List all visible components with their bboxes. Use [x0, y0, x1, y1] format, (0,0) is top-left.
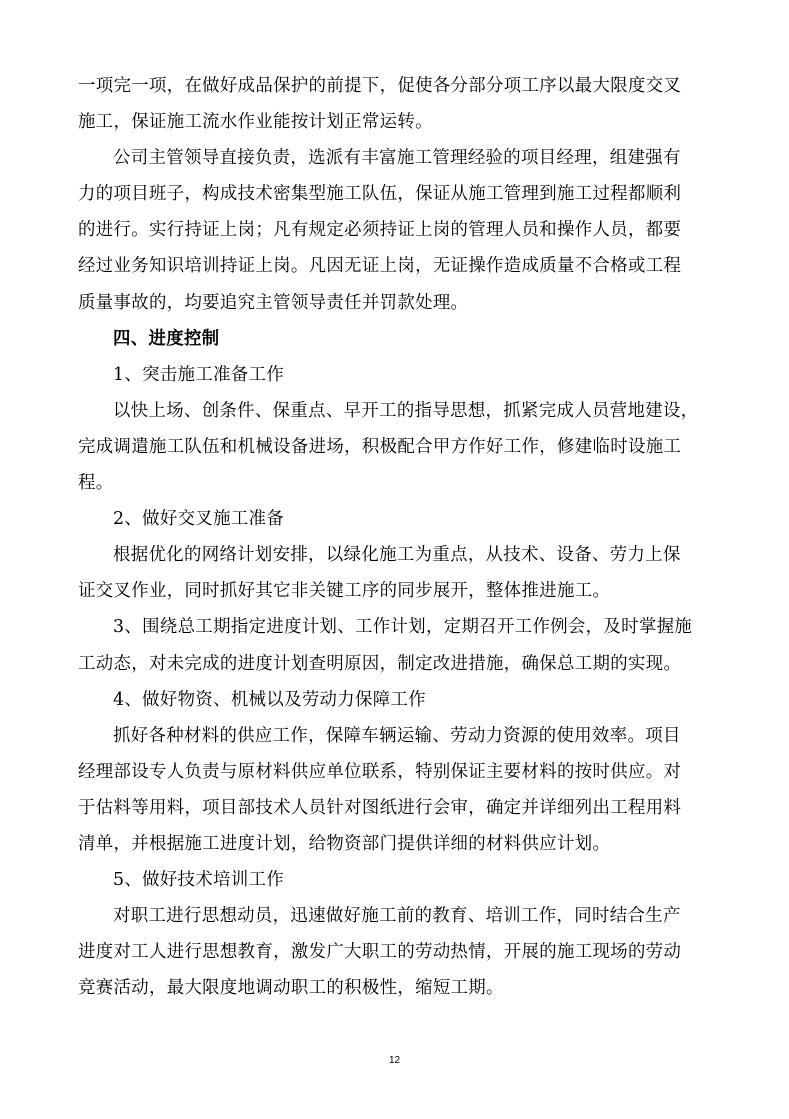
text-line: 程。	[78, 473, 114, 494]
text-line: 施工，保证施工流水作业能按计划正常运转。	[78, 112, 433, 133]
text-line: 力的项目班子，构成技术密集型施工队伍，保证从施工管理到施工过程都顺利	[78, 184, 682, 205]
document-body	[78, 68, 714, 1006]
subsection-heading: 2、做好交叉施工准备	[113, 509, 285, 530]
text-line: 对职工进行思想动员，迅速做好施工前的教育、培训工作，同时结合生产	[113, 906, 681, 927]
text-line: 经过业务知识培训持证上岗。凡因无证上岗，无证操作造成质量不合格或工程	[78, 256, 682, 277]
text-line: 一项完一项，在做好成品保护的前提下，促使各分部分项工序以最大限度交叉	[78, 76, 682, 96]
text-line: 工动态，对未完成的进度计划查明原因，制定改进措施，确保总工期的实现。	[78, 653, 682, 674]
page-number: 12	[388, 1055, 401, 1066]
text-line: 完成调遣施工队伍和机械设备进场，积极配合甲方作好工作，修建临时设施工	[78, 436, 682, 457]
text-line: 经理部设专人负责与原材料供应单位联系，特别保证主要材料的按时供应。对	[78, 761, 682, 782]
text-line: 证交叉作业，同时抓好其它非关键工序的同步展开，整体推进施工。	[78, 581, 611, 602]
section-heading: 四、进度控制	[113, 328, 220, 349]
text-line: 于估料等用料，项目部技术人员针对图纸进行会审，确定并详细列出工程用料	[78, 797, 682, 818]
text-line: 抓好各种材料的供应工作，保障车辆运输、劳动力资源的使用效率。项目	[113, 725, 681, 746]
text-line: 的进行。实行持证上岗；凡有规定必须持证上岗的管理人员和操作人员，都要	[78, 220, 682, 241]
text-line: 公司主管领导直接负责，选派有丰富施工管理经验的项目经理，组建强有	[113, 148, 681, 169]
text-line: 以快上场、创条件、保重点、早开工的指导思想，抓紧完成人员营地建设，	[113, 400, 699, 421]
subsection-heading: 1、突击施工准备工作	[113, 364, 285, 385]
text-line: 根据优化的网络计划安排，以绿化施工为重点，从技术、设备、劳力上保	[113, 545, 681, 566]
text-line: 竞赛活动，最大限度地调动职工的积极性，缩短工期。	[78, 978, 504, 999]
subsection-heading: 4、做好物资、机械以及劳动力保障工作	[113, 689, 427, 710]
subsection-heading: 5、做好技术培训工作	[113, 870, 285, 891]
text-line: 质量事故的，均要追究主管领导责任并罚款处理。	[78, 292, 469, 313]
text-line: 清单，并根据施工进度计划，给物资部门提供详细的材料供应计划。	[78, 833, 611, 854]
text-line: 进度对工人进行思想教育，激发广大职工的劳动热情，开展的施工现场的劳动	[78, 942, 682, 963]
text-line: 3、围绕总工期指定进度计划、工作计划，定期召开工作例会，及时掌握施	[113, 617, 693, 638]
